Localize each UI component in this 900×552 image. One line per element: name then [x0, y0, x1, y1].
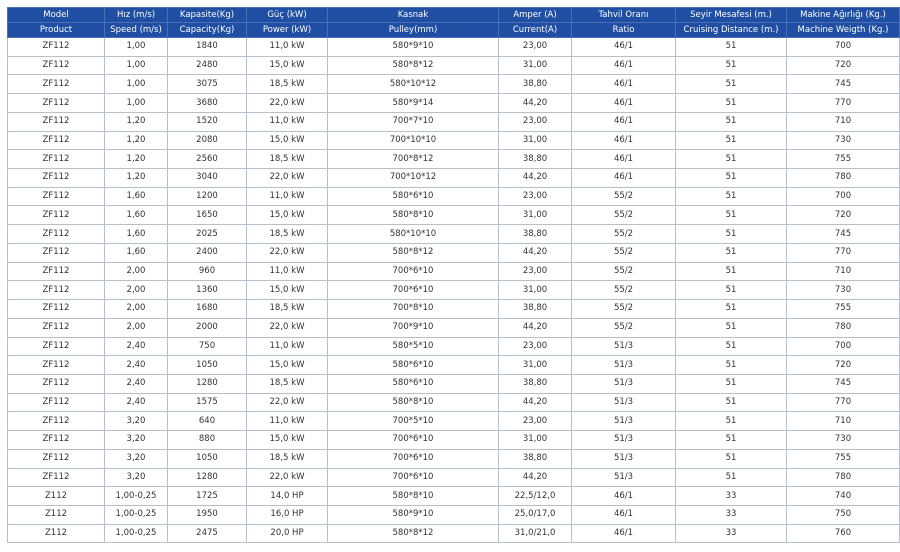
table-row [8, 412, 900, 431]
cell-weight: 755 [787, 300, 900, 319]
cell-capacity: 3075 [168, 75, 247, 94]
cell-power: 22,0 kW [247, 94, 328, 113]
header-capacity: Kapasite(Kg) [168, 8, 247, 23]
cell-power: 11,0 kW [247, 337, 328, 356]
cell-ratio: 46/1 [572, 94, 676, 113]
cell-distance: 51 [676, 337, 787, 356]
cell-current: 31,00 [499, 131, 572, 150]
cell-capacity: 1360 [168, 281, 247, 300]
header-current: Amper (A) [499, 8, 572, 23]
cell-distance: 51 [676, 169, 787, 188]
header-weight-en: Machine Weigth (Kg.) [787, 23, 900, 38]
header-product: Product [8, 23, 105, 38]
cell-speed: 1,20 [105, 112, 168, 131]
cell-power: 15,0 kW [247, 131, 328, 150]
cell-speed: 1,20 [105, 131, 168, 150]
cell-power: 15,0 kW [247, 431, 328, 450]
cell-distance: 51 [676, 56, 787, 75]
header-row-en [8, 23, 900, 38]
table-row [8, 150, 900, 169]
cell-model: ZF112 [8, 112, 105, 131]
cell-pulley: 580*6*10 [328, 356, 499, 375]
cell-distance: 51 [676, 225, 787, 244]
cell-current: 38,80 [499, 150, 572, 169]
cell-ratio: 55/2 [572, 225, 676, 244]
table-row [8, 374, 900, 393]
table-row [8, 225, 900, 244]
cell-capacity: 2000 [168, 318, 247, 337]
cell-model: Z112 [8, 487, 105, 506]
cell-ratio: 46/1 [572, 38, 676, 57]
cell-distance: 51 [676, 412, 787, 431]
cell-distance: 51 [676, 243, 787, 262]
cell-speed: 1,60 [105, 243, 168, 262]
cell-power: 11,0 kW [247, 262, 328, 281]
cell-pulley: 580*9*10 [328, 38, 499, 57]
cell-distance: 33 [676, 524, 787, 543]
cell-model: ZF112 [8, 206, 105, 225]
cell-pulley: 580*10*10 [328, 225, 499, 244]
cell-ratio: 55/2 [572, 187, 676, 206]
cell-capacity: 1280 [168, 468, 247, 487]
header-ratio-en: Ratio [572, 23, 676, 38]
table-row [8, 187, 900, 206]
cell-weight: 770 [787, 393, 900, 412]
cell-current: 44,20 [499, 318, 572, 337]
cell-model: ZF112 [8, 337, 105, 356]
cell-capacity: 1050 [168, 449, 247, 468]
cell-speed: 1,00 [105, 38, 168, 57]
cell-model: ZF112 [8, 449, 105, 468]
cell-capacity: 1575 [168, 393, 247, 412]
cell-speed: 1,60 [105, 187, 168, 206]
cell-distance: 51 [676, 38, 787, 57]
header-row-tr [8, 8, 900, 23]
cell-capacity: 2480 [168, 56, 247, 75]
cell-distance: 33 [676, 487, 787, 506]
cell-current: 23,00 [499, 262, 572, 281]
table-row [8, 131, 900, 150]
cell-pulley: 580*9*14 [328, 94, 499, 113]
header-ratio: Tahvil Oranı [572, 8, 676, 23]
cell-ratio: 51/3 [572, 468, 676, 487]
cell-distance: 51 [676, 356, 787, 375]
header-speed-en: Speed (m/s) [105, 23, 168, 38]
cell-capacity: 2025 [168, 225, 247, 244]
cell-power: 15,0 kW [247, 56, 328, 75]
cell-current: 23,00 [499, 337, 572, 356]
cell-distance: 51 [676, 449, 787, 468]
table-body [8, 38, 900, 543]
cell-weight: 700 [787, 187, 900, 206]
table-row [8, 300, 900, 319]
cell-weight: 750 [787, 505, 900, 524]
cell-speed: 2,00 [105, 262, 168, 281]
cell-model: ZF112 [8, 75, 105, 94]
cell-current: 44,20 [499, 243, 572, 262]
cell-distance: 51 [676, 112, 787, 131]
cell-current: 22,5/12,0 [499, 487, 572, 506]
cell-speed: 2,00 [105, 300, 168, 319]
cell-capacity: 2560 [168, 150, 247, 169]
cell-current: 44,20 [499, 169, 572, 188]
table-row [8, 449, 900, 468]
header-pulley: Kasnak [328, 8, 499, 23]
cell-current: 23,00 [499, 38, 572, 57]
table-row [8, 524, 900, 543]
cell-power: 18,5 kW [247, 449, 328, 468]
header-weight: Makine Ağırlığı (Kg.) [787, 8, 900, 23]
cell-power: 15,0 kW [247, 356, 328, 375]
cell-speed: 1,20 [105, 169, 168, 188]
cell-ratio: 55/2 [572, 262, 676, 281]
cell-power: 22,0 kW [247, 393, 328, 412]
cell-model: Z112 [8, 505, 105, 524]
cell-pulley: 700*6*10 [328, 281, 499, 300]
header-model: Model [8, 8, 105, 23]
cell-model: ZF112 [8, 412, 105, 431]
cell-speed: 1,20 [105, 150, 168, 169]
cell-weight: 780 [787, 169, 900, 188]
cell-current: 31,00 [499, 56, 572, 75]
cell-pulley: 700*7*10 [328, 112, 499, 131]
cell-weight: 755 [787, 449, 900, 468]
cell-capacity: 2080 [168, 131, 247, 150]
cell-ratio: 51/3 [572, 449, 676, 468]
cell-power: 16,0 HP [247, 505, 328, 524]
cell-pulley: 700*6*10 [328, 449, 499, 468]
cell-power: 11,0 kW [247, 187, 328, 206]
cell-current: 23,00 [499, 112, 572, 131]
cell-power: 18,5 kW [247, 374, 328, 393]
cell-pulley: 580*6*10 [328, 374, 499, 393]
cell-power: 18,5 kW [247, 75, 328, 94]
header-power-en: Power (kW) [247, 23, 328, 38]
cell-capacity: 1725 [168, 487, 247, 506]
cell-distance: 51 [676, 94, 787, 113]
cell-pulley: 580*8*10 [328, 393, 499, 412]
cell-pulley: 700*9*10 [328, 318, 499, 337]
cell-capacity: 960 [168, 262, 247, 281]
cell-distance: 51 [676, 75, 787, 94]
cell-capacity: 1280 [168, 374, 247, 393]
cell-capacity: 1840 [168, 38, 247, 57]
cell-model: ZF112 [8, 262, 105, 281]
cell-weight: 710 [787, 412, 900, 431]
cell-power: 11,0 kW [247, 112, 328, 131]
cell-speed: 2,40 [105, 356, 168, 375]
cell-model: ZF112 [8, 374, 105, 393]
cell-capacity: 1200 [168, 187, 247, 206]
cell-power: 22,0 kW [247, 468, 328, 487]
cell-current: 38,80 [499, 225, 572, 244]
cell-pulley: 580*8*10 [328, 487, 499, 506]
cell-current: 31,00 [499, 206, 572, 225]
cell-model: ZF112 [8, 356, 105, 375]
cell-distance: 51 [676, 393, 787, 412]
cell-pulley: 580*6*10 [328, 187, 499, 206]
cell-pulley: 700*10*10 [328, 131, 499, 150]
cell-capacity: 1950 [168, 505, 247, 524]
cell-model: ZF112 [8, 431, 105, 450]
table-row [8, 206, 900, 225]
cell-pulley: 580*8*10 [328, 206, 499, 225]
cell-ratio: 51/3 [572, 412, 676, 431]
cell-ratio: 51/3 [572, 356, 676, 375]
cell-capacity: 880 [168, 431, 247, 450]
cell-capacity: 3040 [168, 169, 247, 188]
cell-model: ZF112 [8, 281, 105, 300]
cell-pulley: 700*8*12 [328, 150, 499, 169]
cell-ratio: 55/2 [572, 243, 676, 262]
header-pulley-en: Pulley(mm) [328, 23, 499, 38]
cell-speed: 3,20 [105, 468, 168, 487]
cell-power: 15,0 kW [247, 206, 328, 225]
cell-pulley: 580*9*10 [328, 505, 499, 524]
cell-ratio: 51/3 [572, 393, 676, 412]
cell-weight: 730 [787, 131, 900, 150]
cell-weight: 745 [787, 374, 900, 393]
cell-ratio: 46/1 [572, 112, 676, 131]
spec-table [7, 7, 900, 543]
cell-power: 11,0 kW [247, 38, 328, 57]
cell-speed: 3,20 [105, 431, 168, 450]
cell-capacity: 2475 [168, 524, 247, 543]
header-current-en: Current(A) [499, 23, 572, 38]
cell-speed: 3,20 [105, 412, 168, 431]
cell-power: 18,5 kW [247, 300, 328, 319]
cell-pulley: 580*8*12 [328, 243, 499, 262]
cell-ratio: 51/3 [572, 374, 676, 393]
cell-ratio: 46/1 [572, 169, 676, 188]
cell-power: 15,0 kW [247, 281, 328, 300]
cell-model: ZF112 [8, 243, 105, 262]
cell-speed: 1,00-0,25 [105, 505, 168, 524]
cell-ratio: 51/3 [572, 431, 676, 450]
cell-model: ZF112 [8, 468, 105, 487]
cell-pulley: 700*8*10 [328, 300, 499, 319]
cell-weight: 760 [787, 524, 900, 543]
cell-current: 38,80 [499, 75, 572, 94]
cell-capacity: 640 [168, 412, 247, 431]
cell-power: 14,0 HP [247, 487, 328, 506]
cell-ratio: 46/1 [572, 505, 676, 524]
cell-ratio: 46/1 [572, 75, 676, 94]
cell-speed: 1,00-0,25 [105, 487, 168, 506]
cell-pulley: 580*8*12 [328, 524, 499, 543]
header-distance-en: Cruising Distance (m.) [676, 23, 787, 38]
cell-distance: 51 [676, 187, 787, 206]
cell-weight: 710 [787, 262, 900, 281]
cell-model: ZF112 [8, 393, 105, 412]
cell-power: 20,0 HP [247, 524, 328, 543]
table-row [8, 431, 900, 450]
table-row [8, 38, 900, 57]
cell-current: 23,00 [499, 412, 572, 431]
table-row [8, 169, 900, 188]
cell-distance: 51 [676, 318, 787, 337]
cell-pulley: 580*8*12 [328, 56, 499, 75]
cell-ratio: 55/2 [572, 206, 676, 225]
cell-weight: 700 [787, 38, 900, 57]
header-distance: Seyir Mesafesi (m.) [676, 8, 787, 23]
table-row [8, 75, 900, 94]
cell-current: 31,00 [499, 356, 572, 375]
cell-current: 31,0/21,0 [499, 524, 572, 543]
cell-speed: 2,40 [105, 393, 168, 412]
cell-weight: 745 [787, 75, 900, 94]
cell-ratio: 55/2 [572, 318, 676, 337]
cell-weight: 730 [787, 281, 900, 300]
cell-distance: 51 [676, 300, 787, 319]
cell-model: ZF112 [8, 56, 105, 75]
cell-speed: 1,60 [105, 206, 168, 225]
cell-speed: 1,00 [105, 56, 168, 75]
cell-power: 22,0 kW [247, 169, 328, 188]
cell-current: 44,20 [499, 94, 572, 113]
cell-ratio: 51/3 [572, 337, 676, 356]
cell-power: 18,5 kW [247, 225, 328, 244]
header-speed: Hız (m/s) [105, 8, 168, 23]
table-row [8, 337, 900, 356]
header-power: Güç (kW) [247, 8, 328, 23]
cell-distance: 51 [676, 206, 787, 225]
cell-distance: 51 [676, 431, 787, 450]
cell-current: 31,00 [499, 281, 572, 300]
cell-distance: 51 [676, 150, 787, 169]
cell-current: 23,00 [499, 187, 572, 206]
cell-pulley: 580*10*12 [328, 75, 499, 94]
cell-current: 31,00 [499, 431, 572, 450]
cell-ratio: 46/1 [572, 131, 676, 150]
cell-weight: 720 [787, 206, 900, 225]
cell-current: 25,0/17,0 [499, 505, 572, 524]
cell-speed: 1,60 [105, 225, 168, 244]
cell-current: 38,80 [499, 300, 572, 319]
table-row [8, 56, 900, 75]
cell-weight: 720 [787, 56, 900, 75]
cell-model: ZF112 [8, 94, 105, 113]
cell-distance: 51 [676, 281, 787, 300]
cell-weight: 730 [787, 431, 900, 450]
cell-ratio: 55/2 [572, 281, 676, 300]
cell-distance: 51 [676, 374, 787, 393]
cell-current: 38,80 [499, 449, 572, 468]
cell-current: 44,20 [499, 393, 572, 412]
cell-weight: 700 [787, 337, 900, 356]
cell-distance: 33 [676, 505, 787, 524]
table-row [8, 94, 900, 113]
cell-current: 44,20 [499, 468, 572, 487]
table-header [8, 8, 900, 38]
cell-ratio: 46/1 [572, 524, 676, 543]
spec-table-container [7, 7, 889, 543]
cell-speed: 3,20 [105, 449, 168, 468]
table-row [8, 243, 900, 262]
cell-pulley: 580*5*10 [328, 337, 499, 356]
cell-capacity: 2400 [168, 243, 247, 262]
cell-weight: 770 [787, 94, 900, 113]
cell-speed: 1,00 [105, 94, 168, 113]
cell-weight: 770 [787, 243, 900, 262]
cell-pulley: 700*6*10 [328, 468, 499, 487]
cell-ratio: 46/1 [572, 150, 676, 169]
table-row [8, 281, 900, 300]
cell-distance: 51 [676, 468, 787, 487]
cell-speed: 2,40 [105, 337, 168, 356]
cell-power: 22,0 kW [247, 243, 328, 262]
cell-speed: 2,00 [105, 281, 168, 300]
cell-ratio: 46/1 [572, 487, 676, 506]
header-capacity-en: Capacity(Kg) [168, 23, 247, 38]
cell-model: ZF112 [8, 318, 105, 337]
cell-capacity: 1650 [168, 206, 247, 225]
cell-capacity: 750 [168, 337, 247, 356]
cell-model: ZF112 [8, 187, 105, 206]
cell-ratio: 46/1 [572, 56, 676, 75]
table-row [8, 468, 900, 487]
table-row [8, 356, 900, 375]
cell-power: 22,0 kW [247, 318, 328, 337]
cell-model: ZF112 [8, 38, 105, 57]
cell-distance: 51 [676, 131, 787, 150]
cell-model: ZF112 [8, 169, 105, 188]
cell-distance: 51 [676, 262, 787, 281]
cell-model: ZF112 [8, 300, 105, 319]
cell-speed: 1,00 [105, 75, 168, 94]
cell-capacity: 3680 [168, 94, 247, 113]
cell-speed: 1,00-0,25 [105, 524, 168, 543]
cell-weight: 780 [787, 468, 900, 487]
cell-pulley: 700*6*10 [328, 431, 499, 450]
cell-weight: 710 [787, 112, 900, 131]
table-row [8, 505, 900, 524]
cell-model: ZF112 [8, 131, 105, 150]
cell-pulley: 700*10*12 [328, 169, 499, 188]
cell-speed: 2,00 [105, 318, 168, 337]
table-row [8, 262, 900, 281]
cell-current: 38,80 [499, 374, 572, 393]
cell-power: 11,0 kW [247, 412, 328, 431]
cell-capacity: 1520 [168, 112, 247, 131]
table-row [8, 487, 900, 506]
cell-power: 18,5 kW [247, 150, 328, 169]
cell-weight: 740 [787, 487, 900, 506]
cell-weight: 745 [787, 225, 900, 244]
cell-model: Z112 [8, 524, 105, 543]
cell-speed: 2,40 [105, 374, 168, 393]
cell-pulley: 700*5*10 [328, 412, 499, 431]
cell-model: ZF112 [8, 225, 105, 244]
cell-weight: 755 [787, 150, 900, 169]
cell-model: ZF112 [8, 150, 105, 169]
cell-weight: 720 [787, 356, 900, 375]
cell-ratio: 55/2 [572, 300, 676, 319]
cell-pulley: 700*6*10 [328, 262, 499, 281]
cell-weight: 780 [787, 318, 900, 337]
cell-capacity: 1050 [168, 356, 247, 375]
table-row [8, 112, 900, 131]
table-row [8, 393, 900, 412]
table-row [8, 318, 900, 337]
cell-capacity: 1680 [168, 300, 247, 319]
